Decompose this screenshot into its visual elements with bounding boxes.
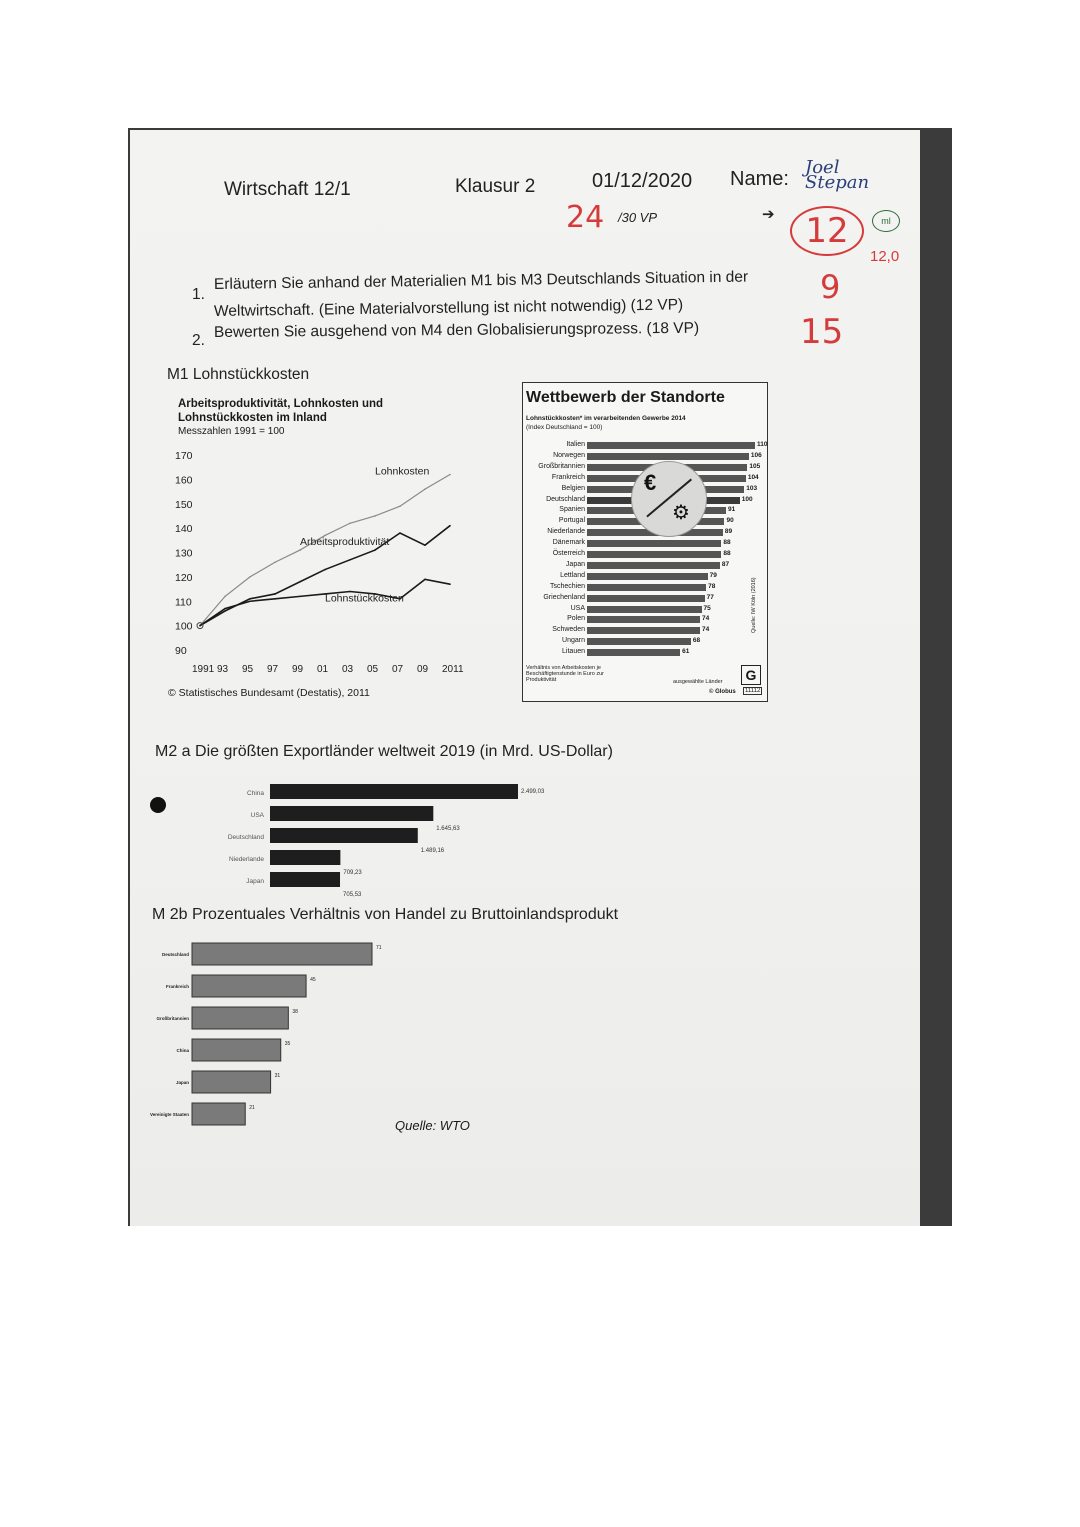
x-tick-label: 05 <box>367 664 379 675</box>
data-point <box>224 596 226 598</box>
y-tick-label: 110 <box>175 596 192 609</box>
m3-bar <box>587 584 706 591</box>
m3-bar <box>587 453 749 460</box>
data-point <box>274 598 276 600</box>
data-point <box>299 549 301 551</box>
m3-value-label: 87 <box>721 560 730 568</box>
exam-label: Klausur 2 <box>455 176 536 197</box>
punch-hole <box>150 797 166 813</box>
data-point <box>424 579 426 581</box>
m3-value-label: 91 <box>727 506 736 514</box>
m3-country-label: Portugal <box>558 517 585 525</box>
m3-value-label: 78 <box>708 582 716 590</box>
m2a-category-label: Deutschland <box>227 834 264 841</box>
m2a-bar-chart <box>200 780 600 898</box>
m2b-category-label: Großbritannien <box>156 1016 189 1021</box>
m3-country-label: Lettland <box>560 571 585 579</box>
x-tick-label: 2011 <box>442 664 464 675</box>
m3-footnote-1: Verhältnis von Arbeitskosten je <box>526 665 601 671</box>
m3-subtitle-1: Lohnstückkosten* im verarbeitenden Gewerbe 2014 <box>526 415 686 422</box>
m2b-source: Quelle: WTO <box>395 1118 470 1133</box>
series-label: Lohnkosten <box>375 465 430 478</box>
x-tick-label: 97 <box>267 664 279 675</box>
x-tick-label: 1991 <box>192 664 215 675</box>
y-tick-label: 130 <box>175 547 193 560</box>
m3-value-label: 88 <box>723 539 731 547</box>
data-point <box>224 610 226 612</box>
euro-gear-icon <box>631 461 707 537</box>
m3-value-label: 100 <box>741 495 753 503</box>
m3-publisher: © Globus <box>709 689 736 695</box>
m2a-value-label: 705,53 <box>343 892 362 898</box>
m3-country-label: USA <box>570 604 585 612</box>
m3-country-label: Ungarn <box>562 637 585 645</box>
score-max: /30 VP <box>618 210 658 225</box>
m3-value-label: 75 <box>703 604 711 612</box>
data-point <box>424 544 426 546</box>
m2a-bar <box>270 784 518 799</box>
m3-value-label: 68 <box>692 637 701 645</box>
m3-footnote-3: Produktivität <box>526 677 557 683</box>
x-tick-label: 95 <box>242 664 254 675</box>
m3-value-label: 106 <box>750 451 762 459</box>
m3-selected-countries: ausgewählte Länder <box>673 679 723 685</box>
m2a-bar <box>270 806 433 821</box>
data-point <box>374 549 376 551</box>
data-point <box>374 515 376 517</box>
m3-value-label: 110 <box>757 441 768 448</box>
gear-icon: ⚙ <box>672 502 690 524</box>
m3-bar <box>587 606 702 613</box>
m3-bar <box>587 573 708 580</box>
student-name-handwritten: Joel Stepan <box>805 157 870 193</box>
data-point <box>274 561 276 563</box>
x-tick-label: 09 <box>417 664 429 675</box>
m3-value-label: 104 <box>747 473 759 481</box>
m2a-bar <box>270 828 418 843</box>
m3-country-label: Deutschland <box>546 495 585 503</box>
m2b-category-label: Frankreich <box>165 984 189 989</box>
data-point <box>199 625 201 627</box>
m3-value-label: 88 <box>723 550 731 557</box>
x-tick-label: 93 <box>217 664 229 675</box>
m3-value-label: 103 <box>746 484 758 492</box>
x-tick-label: 07 <box>392 664 404 675</box>
m3-country-label: Italien <box>566 441 585 448</box>
m3-country-label: Niederlande <box>547 528 585 536</box>
m2b-bar <box>192 1071 271 1093</box>
x-tick-label: 01 <box>317 664 329 675</box>
m2a-value-label: 1.489,16 <box>420 848 445 854</box>
grade-circle: 12 <box>790 206 864 256</box>
m3-value-label: 105 <box>749 462 761 470</box>
score-handwritten: 24 <box>566 200 605 235</box>
m2b-value-label: 38 <box>292 1009 298 1015</box>
m2b-bar <box>192 1007 288 1029</box>
globus-logo: G <box>741 665 761 685</box>
y-tick-label: 150 <box>175 498 193 511</box>
m3-bar <box>587 442 755 449</box>
m3-graphic-id: 11112 <box>745 688 761 694</box>
task-1-points: 9 <box>820 268 841 306</box>
m3-country-label: Belgien <box>561 484 585 492</box>
y-tick-label: 140 <box>175 523 193 536</box>
m3-country-label: Japan <box>565 560 585 568</box>
m3-value-label: 74 <box>702 626 710 634</box>
m3-country-label: Schweden <box>552 626 585 634</box>
data-point <box>349 522 351 524</box>
m2a-category-label: China <box>247 790 264 797</box>
data-point <box>249 600 251 602</box>
m1-line-chart <box>160 440 470 680</box>
data-point <box>249 598 251 600</box>
task-2-number: 2. <box>192 332 205 349</box>
m3-bar <box>587 649 680 656</box>
y-tick-label: 100 <box>175 620 193 633</box>
m2a-category-label: USA <box>250 812 264 819</box>
m2b-value-label: 71 <box>376 945 382 951</box>
m3-subtitle-2: (Index Deutschland = 100) <box>526 424 603 431</box>
data-point <box>449 474 451 476</box>
task-1-line-2: Weltwirtschaft. (Eine Materialvorstellung ist nicht notwendig) (12 VP) <box>213 296 684 320</box>
m3-value-label: 79 <box>709 571 717 579</box>
m3-bar <box>587 540 721 547</box>
m3-country-label: Frankreich <box>551 473 585 481</box>
m3-value-label: 74 <box>702 615 710 623</box>
grade-decimal: 12,0 <box>870 248 900 265</box>
m3-bar <box>587 551 721 558</box>
m3-country-label: Norwegen <box>553 451 585 459</box>
x-tick-label: 03 <box>342 664 354 675</box>
subject-label: Wirtschaft 12/1 <box>224 179 351 200</box>
euro-symbol: € <box>644 470 657 495</box>
m1-heading: M1 Lohnstückkosten <box>167 366 310 383</box>
data-point <box>399 532 401 534</box>
m3-value-label: 61 <box>682 648 690 656</box>
m2b-heading: M 2b Prozentuales Verhältnis von Handel zu Bruttoinlandsprodukt <box>152 906 619 923</box>
task-1-line-1: Erläutern Sie anhand der Materialien M1 bis M3 Deutschlands Situation in der <box>213 268 749 293</box>
m3-country-label: Großbritannien <box>538 462 585 470</box>
y-tick-label: 160 <box>175 474 193 487</box>
x-tick-label: 99 <box>292 664 304 675</box>
m3-bar <box>587 627 700 634</box>
m2b-value-label: 35 <box>284 1041 291 1047</box>
m3-title: Wettbewerb der Standorte <box>526 389 725 406</box>
m3-bar <box>587 595 705 602</box>
y-tick-label: 170 <box>175 450 193 462</box>
m3-footnote <box>526 665 604 683</box>
m2b-bar <box>192 1039 281 1061</box>
m3-value-label: 89 <box>724 528 733 536</box>
m1-source: © Statistisches Bundesamt (Destatis), 2011 <box>168 687 370 699</box>
series-label: Lohnstückkosten <box>325 592 404 605</box>
grade-note-circle: ml <box>872 210 900 232</box>
m3-bar <box>587 616 700 623</box>
y-tick-label: 90 <box>175 645 187 657</box>
m2a-bar <box>270 850 340 865</box>
data-point <box>449 525 451 527</box>
m3-source: Quelle: IW Köln (2016) <box>751 577 757 633</box>
m3-value-label: 90 <box>726 517 734 525</box>
m2b-bar <box>192 943 372 965</box>
name-label: Name: <box>730 168 789 190</box>
task-1-number: 1. <box>192 286 205 303</box>
m3-country-label: Tschechien <box>549 582 585 590</box>
arrow-icon: ➔ <box>762 206 775 223</box>
y-tick-label: 120 <box>175 571 193 584</box>
m2b-category-label: Japan <box>175 1080 189 1085</box>
m3-country-label: Spanien <box>559 506 585 514</box>
data-point <box>449 583 451 585</box>
m1-chart-title-2: Lohnstückkosten im Inland <box>178 412 327 424</box>
data-point <box>224 608 226 610</box>
data-point <box>324 569 326 571</box>
m3-footnote-2: Beschäftigtenstunde in Euro zur <box>526 671 604 677</box>
m2a-value-label: 2.499,03 <box>521 789 545 795</box>
series-label: Arbeitsproduktivität <box>300 536 390 549</box>
m2a-bar <box>270 872 340 887</box>
m2b-bar <box>192 1103 245 1125</box>
m2a-category-label: Niederlande <box>228 856 264 863</box>
data-point <box>399 505 401 507</box>
m3-country-label: Litauen <box>562 648 585 656</box>
data-point <box>424 488 426 490</box>
m2b-category-label: Deutschland <box>161 952 189 957</box>
exam-date: 01/12/2020 <box>592 170 693 192</box>
m3-country-label: Griechenland <box>543 593 585 601</box>
m2a-value-label: 1.645,63 <box>436 826 460 832</box>
m2b-category-label: China <box>176 1048 189 1053</box>
m1-chart-title-1: Arbeitsproduktivität, Lohnkosten und <box>178 398 384 410</box>
m2b-bar <box>192 975 306 997</box>
m3-country-label: Österreich <box>552 550 585 557</box>
m3-bar <box>587 638 691 645</box>
m3-globus-graphic <box>522 382 768 702</box>
m2a-heading: M2 a Die größten Exportländer weltweit 2019 (in Mrd. US-Dollar) <box>155 743 613 760</box>
data-point <box>299 581 301 583</box>
data-point <box>349 559 351 561</box>
m2a-category-label: Japan <box>246 878 264 885</box>
m2b-value-label: 31 <box>274 1073 281 1079</box>
m2b-value-label: 21 <box>249 1105 255 1111</box>
m3-country-label: Polen <box>567 615 585 623</box>
m3-value-label: 77 <box>706 593 714 601</box>
task-2-line-1: Bewerten Sie ausgehend von M4 den Globalisierungsprozess. (18 VP) <box>213 319 700 341</box>
data-point <box>274 593 276 595</box>
m2b-bar-chart <box>140 935 400 1135</box>
data-point <box>249 576 251 578</box>
m2b-value-label: 45 <box>310 977 316 983</box>
task-2-points: 15 <box>800 312 844 352</box>
m2a-value-label: 709,23 <box>343 870 362 876</box>
m1-chart-subtitle: Messzahlen 1991 = 100 <box>178 426 285 437</box>
data-point <box>299 596 301 598</box>
m3-country-label: Dänemark <box>552 539 585 547</box>
m3-bar <box>587 562 720 569</box>
m2b-category-label: Vereinigte Staaten <box>149 1112 189 1117</box>
